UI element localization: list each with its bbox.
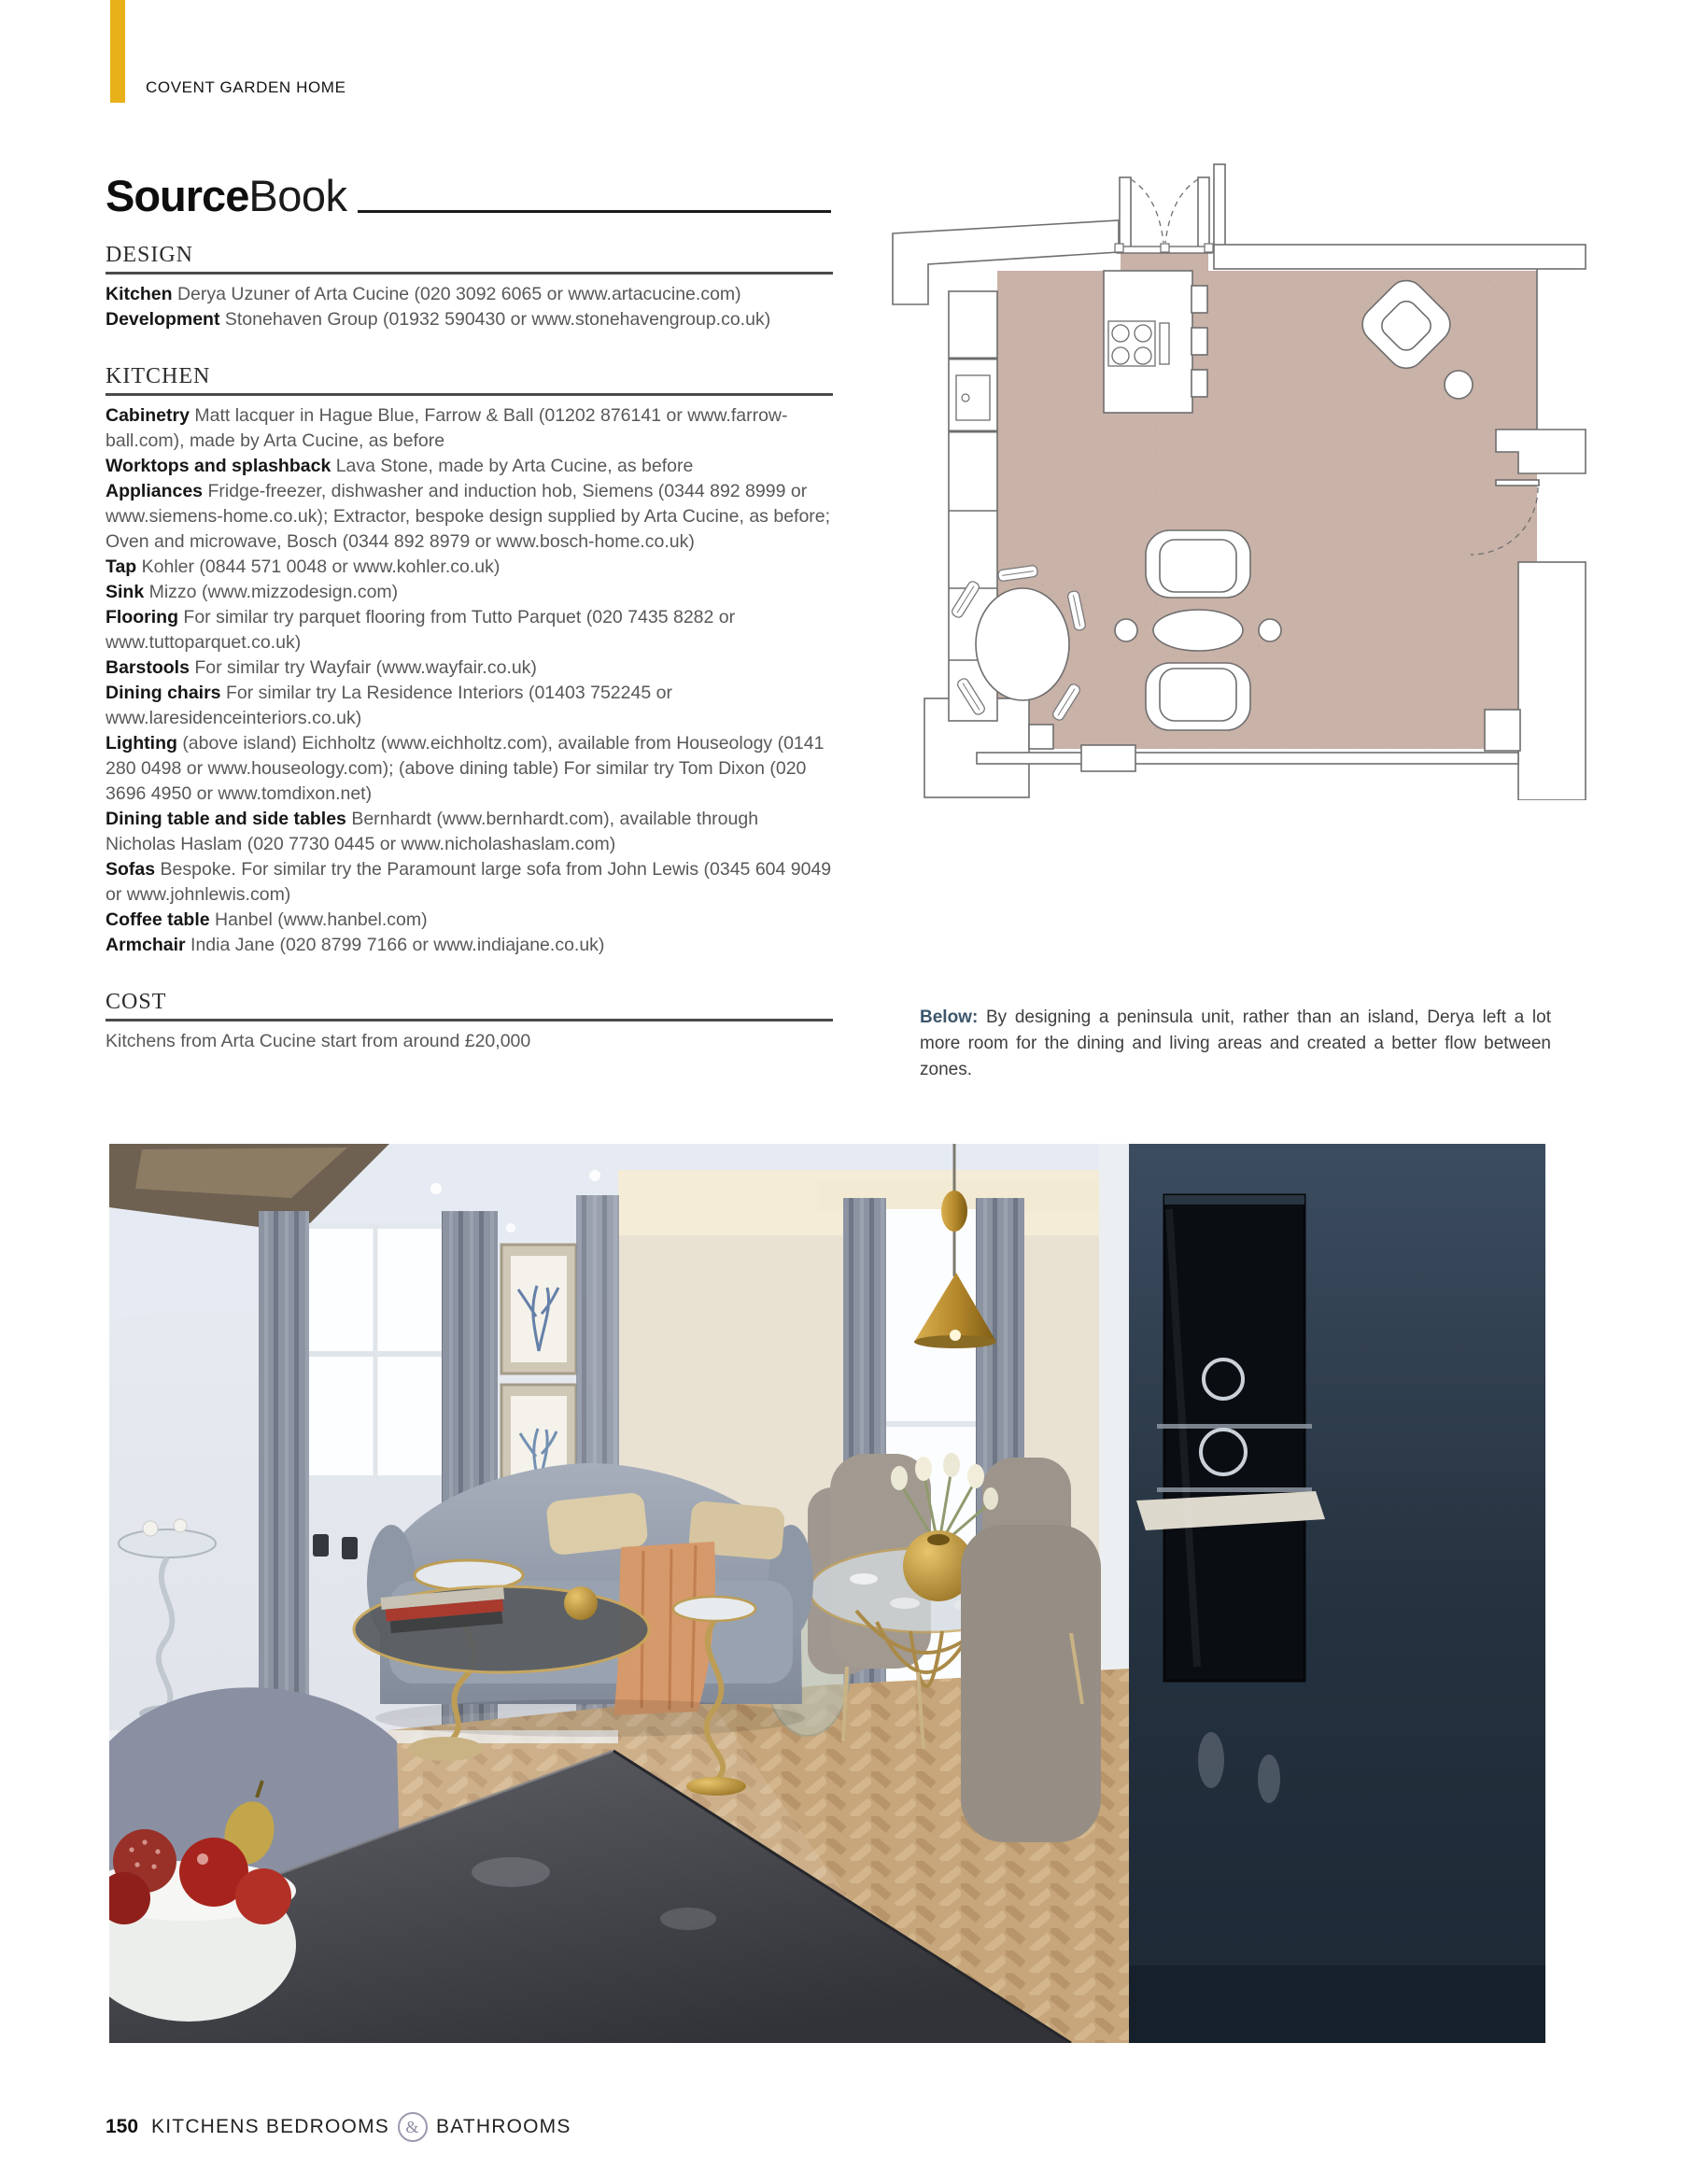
page-title-bold: Source	[106, 171, 249, 220]
title-rule	[358, 210, 831, 213]
ampersand-badge: &	[398, 2112, 428, 2142]
entry-label: Development	[106, 309, 225, 330]
sourcebook-entry: Sink Mizzo (www.mizzodesign.com)	[106, 582, 399, 602]
gold-orb	[564, 1586, 598, 1620]
plan-side-table	[1445, 371, 1473, 399]
plan-barstool	[1191, 370, 1207, 397]
cushion	[545, 1492, 648, 1557]
entry-label: Cabinetry	[106, 405, 195, 426]
plan-coffee-table	[1153, 610, 1243, 651]
section-heading: COST	[106, 990, 833, 1022]
plan-floor	[997, 250, 1537, 749]
page-number: 150	[106, 2116, 139, 2137]
plan-door-main	[1115, 177, 1213, 253]
sourcebook-sections	[106, 243, 833, 1086]
sourcebook-entry: Kitchens from Arta Cucine start from around £20,000	[106, 1031, 531, 1051]
sourcebook-entry: Sofas Bespoke. For similar try the Paramount large sofa from John Lewis (0345 604 9049 or www.johnlewis.com)	[106, 859, 832, 905]
magazine-title-left: KITCHENS BEDROOMS	[151, 2116, 389, 2137]
section-body	[106, 1029, 833, 1054]
coffee-table	[354, 1586, 649, 1672]
section-heading: DESIGN	[106, 243, 833, 275]
section-heading: KITCHEN	[106, 364, 833, 396]
page-footer	[106, 2112, 571, 2142]
sourcebook-entry: Tap Kohler (0844 571 0048 or www.kohler.co.uk)	[106, 557, 501, 577]
section-body	[106, 403, 833, 958]
caption-text: By designing a peninsula unit, rather than an island, Derya left a lot more room for the dining and living areas and created a better flow between zones.	[920, 1007, 1551, 1079]
plan-barstool	[1191, 328, 1207, 355]
entry-label: Armchair	[106, 935, 191, 955]
curtain	[259, 1211, 309, 1743]
magazine-title-right: BATHROOMS	[435, 2116, 571, 2137]
entry-label: Sofas	[106, 859, 161, 880]
magazine-title	[151, 2112, 571, 2142]
interior-photo	[109, 1144, 1545, 2043]
sourcebook-entry: Coffee table Hanbel (www.hanbel.com)	[106, 909, 428, 930]
sourcebook-entry: Appliances Fridge-freezer, dishwasher and induction hob, Siemens (0344 892 8999 or www.siemens-home.co.uk); Extractor, bespoke design supplied by Arta Cucine, as before; Oven and microwave, Bosch (0344 892 8979 or www.bosch-home.co.uk)	[106, 481, 831, 552]
sourcebook-entry: Dining chairs For similar try La Residence Interiors (01403 752245 or www.laresidenceinteriors.co.uk)	[106, 683, 672, 728]
plan-side-table	[1259, 619, 1281, 641]
apple	[235, 1868, 291, 1924]
plan-side-table	[1115, 619, 1137, 641]
plan-barstool	[1191, 286, 1207, 313]
sourcebook-entry: Barstools For similar try Wayfair (www.wayfair.co.uk)	[106, 657, 537, 678]
sourcebook-section	[106, 243, 833, 332]
entry-label: Sink	[106, 582, 149, 602]
section-body	[106, 282, 833, 332]
page-title-light: Book	[248, 171, 347, 220]
sourcebook-entry: Flooring For similar try parquet flooring from Tutto Parquet (020 7435 8282 or www.tuttoparquet.co.uk)	[106, 607, 736, 653]
entry-label: Tap	[106, 557, 142, 577]
floor-plan	[887, 151, 1587, 800]
floor-plan-svg	[887, 151, 1587, 800]
built-in-ovens	[1136, 1195, 1325, 1681]
entry-label: Barstools	[106, 657, 195, 678]
page-title	[106, 171, 831, 220]
photo-caption	[920, 1005, 1551, 1083]
entry-label: Kitchen	[106, 284, 177, 304]
sourcebook-entry: Worktops and splashback Lava Stone, made by Arta Cucine, as before	[106, 456, 694, 476]
sourcebook-entry: Armchair India Jane (020 8799 7166 or www.indiajane.co.uk)	[106, 935, 605, 955]
sourcebook-section	[106, 990, 833, 1054]
section-eyebrow: COVENT GARDEN HOME	[146, 78, 346, 96]
accent-bar	[110, 0, 125, 103]
interior-photo-svg	[109, 1144, 1545, 2043]
sourcebook-entry: Lighting (above island) Eichholtz (www.eichholtz.com), available from Houseology (0141 280 0498 or www.houseology.com); (above dining table) For similar try Tom Dixon (020 3696 4950 or www.tomdixon.net)	[106, 733, 825, 804]
cabinet-plinth	[1129, 1966, 1545, 2043]
caption-label: Below:	[920, 1007, 979, 1027]
plan-peninsula	[1104, 271, 1207, 413]
entry-label: Dining table and side tables	[106, 809, 352, 829]
sourcebook-entry: Development Stonehaven Group (01932 590430 or www.stonehavengroup.co.uk)	[106, 309, 771, 330]
entry-label: Dining chairs	[106, 683, 226, 703]
sourcebook-entry: Kitchen Derya Uzuner of Arta Cucine (020 3092 6065 or www.artacucine.com)	[106, 284, 741, 304]
entry-label: Worktops and splashback	[106, 456, 336, 476]
sourcebook-section	[106, 364, 833, 958]
entry-label: Flooring	[106, 607, 184, 627]
sourcebook-entry: Cabinetry Matt lacquer in Hague Blue, Farrow & Ball (01202 876141 or www.farrow-ball.com), made by Arta Cucine, as before	[106, 405, 788, 451]
entry-label: Lighting	[106, 733, 183, 754]
entry-label: Coffee table	[106, 909, 216, 930]
entry-label: Appliances	[106, 481, 208, 501]
sourcebook-entry: Dining table and side tables Bernhardt (www.bernhardt.com), available through Nicholas Haslam (020 7730 0445 or www.nicholashaslam.com)	[106, 809, 759, 854]
